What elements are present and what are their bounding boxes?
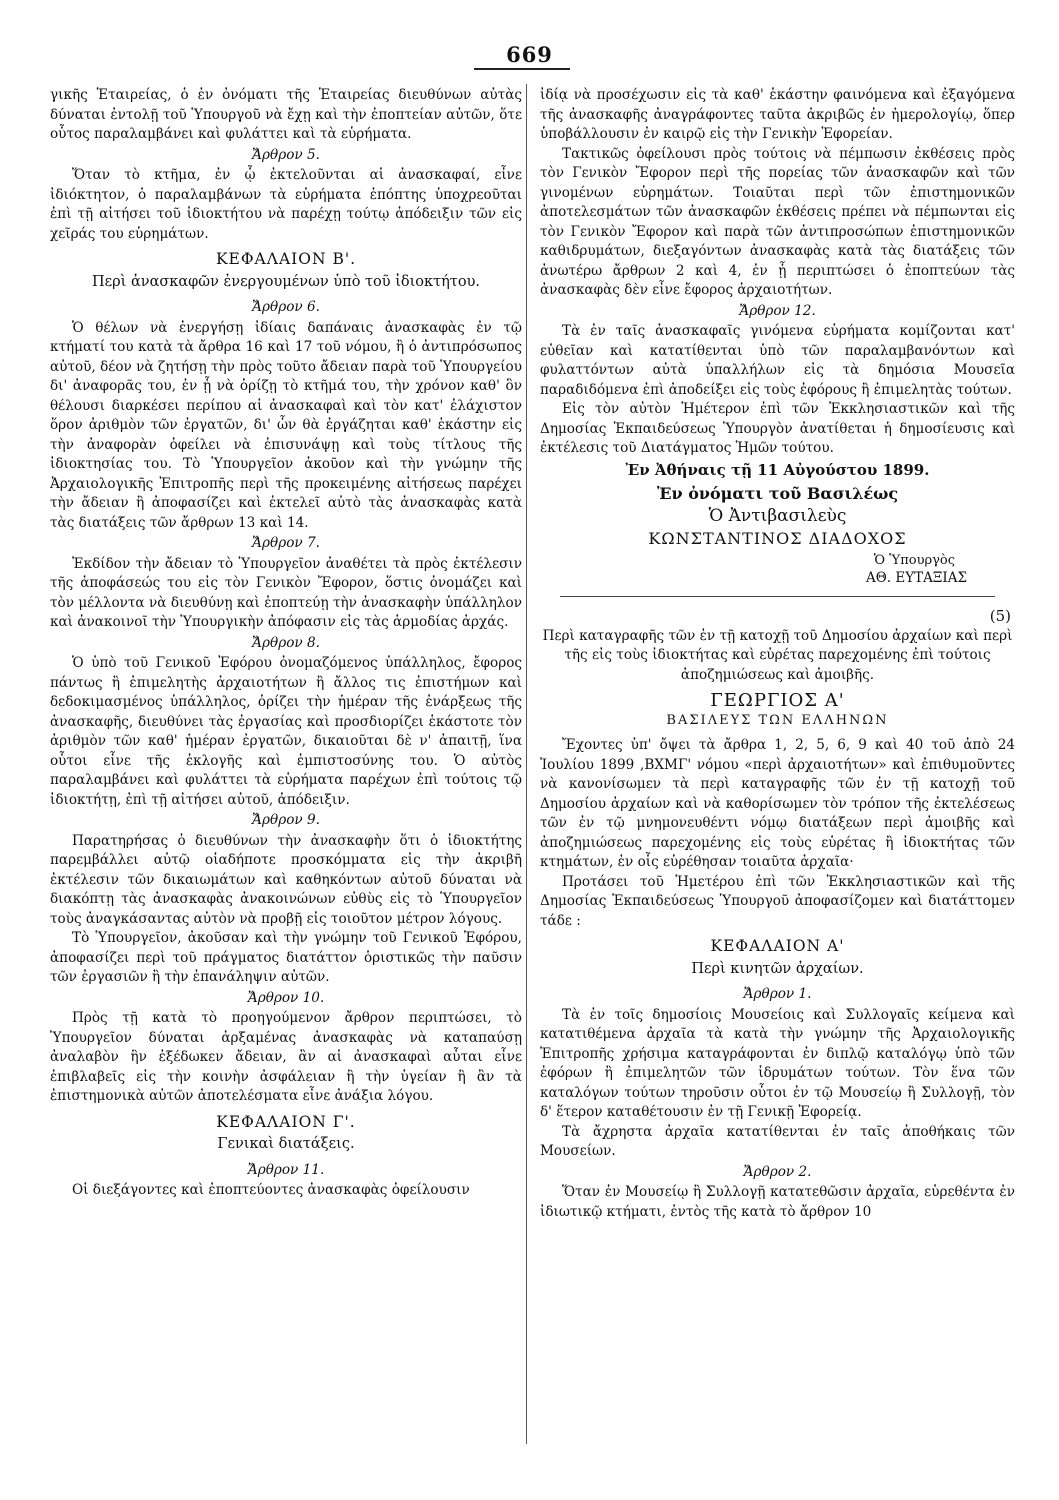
decree-title: Περὶ καταγραφῆς τῶν ἐν τῇ κατοχῇ τοῦ Δημοσίου ἀρχαίων καὶ περὶ τῆς εἰς τοὺς ἰδιοκτήτας καὶ εὑρέτας παρεχομένης ἐπὶ τούτοις ἀποζημιώσεως καὶ ἀμοιβῆς. [542, 627, 1013, 683]
column-divider [526, 84, 527, 1444]
paragraph: Οἱ διεξάγοντες καὶ ἐποπτεύοντες ἀνασκαφὰς ὀφείλουσιν [72, 1182, 470, 1198]
article-heading: Ἄρθρον 11. [247, 1161, 325, 1178]
paragraph: Εἰς τὸν αὐτὸν Ἡμέτερον ἐπὶ τῶν Ἐκκλησιαστικῶν καὶ τῆς Δημοσίας Ἐκπαιδεύσεως Ὑπουργὸν ἀνατίθεται ἡ δημοσίευσις καὶ ἐκτέλεσις τοῦ Διατάγματος Ἡμῶν τούτου. [540, 401, 1015, 456]
paragraph: Ὅταν τὸ κτῆμα, ἐν ᾧ ἐκτελοῦνται αἱ ἀνασκαφαί, εἶνε ἰδιόκτητον, ὁ παραλαμβάνων τὰ εὑρήματα ἐπόπτης ὑποχρεοῦται ἐπὶ τῇ αἰτήσει τοῦ ἰδιοκτήτου νὰ παρέχῃ τούτῳ ἀπόδειξιν τῶν εἰς χεῖράς του εὑρημάτων. [50, 167, 522, 242]
article-heading: Ἄρθρον 5. [252, 146, 320, 163]
chapter-heading: ΚΕΦΑΛΑΙΟΝ Α' [710, 937, 845, 955]
article-heading: Ἄρθρον 10. [247, 989, 325, 1006]
paragraph: Ὁ ὑπὸ τοῦ Γενικοῦ Ἐφόρου ὀνομαζόμενος ὑπάλληλος, ἔφορος πάντως ἢ ἐπιμελητὴς ἀρχαιοτήτων ἢ ἄλλος τις ἐπιστήμων καὶ δεδοκιμασμένος ὑπάλληλος, ὁρίζει τὴν ἡμέραν τῆς ἐνάρξεως τῆς ἀνασκαφῆς, διευθύνει τὰς ἐργασίας καὶ προσδιορίζει ἑκάστοτε τὸν ἀριθμὸν τῶν καθ' ἡμέραν ἐργατῶν, δικαιοῦται δὲ ν' ἀπαιτῇ, ἵνα οὗτοι εἶνε τῆς ἐκλογῆς καὶ ἐμπιστοσύνης του. Ὁ αὐτὸς παραλαμβάνει καὶ φυλάττει τὰ εὑρήματα παρέχων ἐπὶ τούτοις τῷ ἰδιοκτήτῃ, ἐπὶ τῇ αἰτήσει αὐτοῦ, ἀπόδειξιν. [50, 655, 522, 808]
paragraph: Τὰ ἄχρηστα ἀρχαῖα κατατίθενται ἐν ταῖς ἀποθήκαις τῶν Μουσείων. [540, 1123, 1015, 1159]
article-heading: Ἄρθρον 2. [743, 1163, 812, 1180]
paragraph: Τὸ Ὑπουργεῖον, ἀκοῦσαν καὶ τὴν γνώμην τοῦ Γενικοῦ Ἐφόρου, ἀποφασίζει περὶ τοῦ πράγματος διατάττον ὁριστικῶς τὴν παῦσιν τῶν ἐργασιῶν ἢ τὴν ἐπανάληψιν αὐτῶν. [50, 930, 522, 985]
paragraph: Τὰ ἐν τοῖς δημοσίοις Μουσείοις καὶ Συλλογαῖς κείμενα καὶ κατατιθέμενα ἀρχαῖα τὰ κατὰ τὴν γνώμην τῆς Ἀρχαιολογικῆς Ἐπιτροπῆς χρήσιμα καταγράφονται ἐν διπλῷ καταλόγῳ ὑπὸ τῶν ἐφόρων ἢ ἐπιμελητῶν τῶν ἱδρυμάτων τούτων. Τὸν ἕνα τῶν καταλόγων τούτων τηροῦσιν οὗτοι ἐν τῷ Μουσείῳ ἢ Συλλογῇ, τὸν δ' ἕτερον καταθέτουσιν ἐν τῇ Γενικῇ Ἐφορείᾳ. [540, 1006, 1015, 1120]
paragraph: Τὰ ἐν ταῖς ἀνασκαφαῖς γινόμενα εὑρήματα κομίζονται κατ' εὐθεῖαν καὶ κατατίθενται ὑπὸ τῶν παραλαμβανόντων καὶ φυλαττόντων αὐτὰ ὑπαλλήλων εἰς τὰ δημόσια Μουσεῖα παραδιδόμενα ἐπὶ ἀποδείξει εἰς τοὺς ἐφόρους ἢ ἐπιμελητὰς τούτων. [540, 323, 1015, 398]
king-title: ΒΑΣΙΛΕΥΣ ΤΩΝ ΕΛΛΗΝΩΝ [666, 712, 889, 728]
paragraph: Τακτικῶς ὀφείλουσι πρὸς τούτοις νὰ πέμπωσιν ἐκθέσεις πρὸς τὸν Γενικὸν Ἔφορον περὶ τῆς πορείας τῶν ἀνασκαφῶν καὶ τῶν γινομένων εὑρημάτων. Τοιαῦται περὶ τῶν ἐπιστημονικῶν ἀποτελεσμάτων τῶν ἀνασκαφῶν ἐκθέσεις πρέπει νὰ πέμπωνται εἰς τὸν Γενικὸν Ἔφορον καὶ παρὰ τῶν ἀντιπροσώπων ἐπιστημονικῶν καθιδρυμάτων, διεξαγόντων ἀνασκαφὰς κατὰ τὰς διατάξεις τῶν ἀνωτέρω ἄρθρων 2 καὶ 4, ἐν ᾗ περιπτώσει ὁ ἐποπτεύων τὰς ἀνασκαφὰς δὲν εἶνε ἔφορος ἀρχαιοτήτων. [540, 145, 1015, 298]
decree-date: Ἐν Ἀθήναις τῇ 11 Αὐγούστου 1899. [625, 460, 930, 479]
chapter-heading: ΚΕΦΑΛΑΙΟΝ Γ'. [216, 1112, 356, 1131]
article-heading: Ἄρθρον 12. [739, 302, 816, 319]
section-rule [560, 596, 995, 597]
signatory-name: ΚΩΝΣΤΑΝΤΙΝΟΣ ΔΙΑΔΟΧΟΣ [648, 529, 907, 548]
paragraph: Ἐκδίδον τὴν ἄδειαν τὸ Ὑπουργεῖον ἀναθέτει τὰ πρὸς ἐκτέλεσιν τῆς ἀποφάσεώς του εἰς τὸν Γενικὸν Ἔφορον, ὅστις ὀνομάζει καὶ τὸν μέλλοντα νὰ διευθύνῃ καὶ ἐποπτεύῃ τὴν ἀνασκαφὴν ὑπάλληλον καὶ ἀνακοινοῖ τὴν Ὑπουργικὴν ἀπόφασιν εἰς τὰς ἁρμοδίας ἀρχάς. [50, 555, 522, 630]
page-number: 669 [506, 42, 553, 67]
article-heading: Ἄρθρον 8. [252, 634, 320, 651]
minister-title: Ὁ Ὑπουργὸς [873, 552, 955, 568]
signature-line: Ὁ Ἀντιβασιλεὺς [708, 505, 847, 526]
signature-line: Ἐν ὀνόματι τοῦ Βασιλέως [656, 484, 899, 503]
paragraph: Ὅταν ἐν Μουσείῳ ἢ Συλλογῇ κατατεθῶσιν ἀρχαῖα, εὑρεθέντα ἐν ἰδιωτικῷ κτήματι, ἐντὸς τῆς κατὰ τὸ ἄρθρον 10 [540, 1184, 1015, 1220]
chapter-title: Περὶ κινητῶν ἀρχαίων. [691, 960, 864, 977]
left-column [50, 86, 522, 1486]
paragraph: Πρὸς τῇ κατὰ τὸ προηγούμενον ἄρθρον περιπτώσει, τὸ Ὑπουργεῖον δύναται ἀρξαμένας ἀνασκαφὰς νὰ καταπαύσῃ ἀναλαβὸν ἣν ἐξέδωκεν ἄδειαν, ἂν αἱ ἀνασκαφαὶ αὗται εἶνε ἐπιβλαβεῖς εἰς τὴν κοινὴν ἀσφάλειαν ἢ τὴν ὑγείαν ἢ ἂν τὰ ἐπιστημονικὰ αὐτῶν ἀποτελέσματα εἶνε ἀνάξια λόγου. [50, 1010, 522, 1104]
article-heading: Ἄρθρον 1. [743, 986, 812, 1002]
header-rule [474, 68, 570, 70]
paragraph: Ἔχοντες ὑπ' ὄψει τὰ ἄρθρα 1, 2, 5, 6, 9 καὶ 40 τοῦ ἀπὸ 24 Ἰουλίου 1899 ,ΒΧΜΓ' νόμου «περὶ ἀρχαιοτήτων» καὶ ἐπιθυμοῦντες νὰ κανονίσωμεν τὰ περὶ καταγραφῆς τῶν ἐν τῇ κατοχῇ τοῦ Δημοσίου ἀρχαίων καὶ νὰ καθορίσωμεν τὸν τρόπον τῆς ἐκτελέσεως τῶν ἐν τῷ μνημονευθέντι νόμῳ διατάξεων περὶ ἀμοιβῆς καὶ ἀποζημιώσεως παρεχομένης εἰς τοὺς εὑρέτας ἢ ἰδιοκτήτας τῶν κτημάτων, ἐν οἷς εὑρέθησαν τοιαῦτα ἀρχαῖα· [540, 737, 1015, 870]
article-heading: Ἄρθρον 7. [252, 535, 320, 551]
decree-number: (5) [989, 607, 1011, 625]
paragraph: Ὁ θέλων νὰ ἐνεργήσῃ ἰδίαις δαπάναις ἀνασκαφὰς ἐν τῷ κτήματί του κατὰ τὰ ἄρθρα 16 καὶ 17 τοῦ νόμου, ἢ ὁ ἀντιπρόσωπος αὐτοῦ, δέον νὰ ζητήσῃ τὴν πρὸς τοῦτο ἄδειαν παρὰ τοῦ Ὑπουργείου δι' ἀναφορᾶς του, ἐν ᾗ νὰ ὁρίζῃ τὸ κτῆμά του, τὴν χρόνον καθ' ὃν θέλουσι διαρκέσει περίπου αἱ ἀνασκαφαὶ καὶ τὸν κατ' ἐλάχιστον ὅρον ἀριθμὸν τῶν ἐργατῶν, δι' ὧν θὰ ἐργάζηται καθ' ἑκάστην εἰς τὴν ἀναφορὰν ὀφείλει νὰ ἐπισυνάψῃ καὶ τοὺς τίτλους τῆς ἰδιοκτησίας του. Τὸ Ὑπουργεῖον ἀκοῦον καὶ τὴν γνώμην τῆς Ἀρχαιολογικῆς Ἐπιτροπῆς περὶ τῆς προκειμένης αἰτήσεως παρέχει τὴν ἄδειαν ἢ ἀποφασίζει καὶ ἐκτελεῖ αὐτὸ τὰς ἀνασκαφὰς κατὰ τὰς διατάξεις τῶν ἄρθρων 13 καὶ 14. [50, 319, 522, 531]
article-heading: Ἄρθρον 6. [252, 299, 320, 315]
chapter-title: Γενικαὶ διατάξεις. [217, 1136, 355, 1152]
minister-name: ΑΘ. ΕΥΤΑΞΙΑΣ [865, 569, 967, 586]
chapter-title: Περὶ ἀνασκαφῶν ἐνεργουμένων ὑπὸ τοῦ ἰδιοκτήτου. [91, 273, 480, 290]
paragraph: Προτάσει τοῦ Ἡμετέρου ἐπὶ τῶν Ἐκκλησιαστικῶν καὶ τῆς Δημοσίας Ἐκπαιδεύσεως Ὑπουργοῦ ἀποφασίζομεν καὶ διατάττομεν τάδε : [540, 873, 1015, 929]
right-column [540, 86, 1015, 1486]
article-heading: Ἄρθρον 9. [252, 812, 320, 828]
paragraph: ἰδίᾳ νὰ προσέχωσιν εἰς τὰ καθ' ἑκάστην φαινόμενα καὶ ἐξαγόμενα τῆς ἀνασκαφῆς ἀναγράφοντες ταῦτα ἀκριβῶς ἐν ἡμερολογίῳ, ὅπερ ὑποβάλλουσιν ἐν καιρῷ εἰς τὴν Γενικὴν Ἐφορείαν. [540, 87, 1015, 142]
king-name: ΓΕΩΡΓΙΟΣ Α' [710, 690, 845, 711]
paragraph: Παρατηρήσας ὁ διευθύνων τὴν ἀνασκαφὴν ὅτι ὁ ἰδιοκτήτης παρεμβάλλει αὐτῷ οἱαδήποτε προσκόμματα εἰς τὴν ἀκριβῆ ἐκτέλεσιν τῶν δικαιωμάτων καὶ καθηκόντων αὐτοῦ δύναται νὰ διακόπτῃ τὰς ἀνασκαφὰς ἀνακοινώνων εὐθὺς εἰς τὸ Ὑπουργεῖον τοὺς ἀναγκάσαντας αὐτὸν νὰ προβῇ εἰς τοιοῦτον μέτρον λόγους. [50, 832, 522, 927]
chapter-heading: ΚΕΦΑΛΑΙΟΝ Β'. [215, 250, 357, 268]
paragraph: γικῆς Ἑταιρείας, ὁ ἐν ὀνόματι τῆς Ἑταιρείας διευθύνων αὐτὰς δύναται ἐντολῇ τοῦ Ὑπουργοῦ νὰ ἔχῃ καὶ τὴν ἐποπτείαν αὐτῶν, ὅτε οὗτος παραλαμβάνει καὶ φυλάττει καὶ τὰ εὑρήματα. [50, 87, 522, 142]
